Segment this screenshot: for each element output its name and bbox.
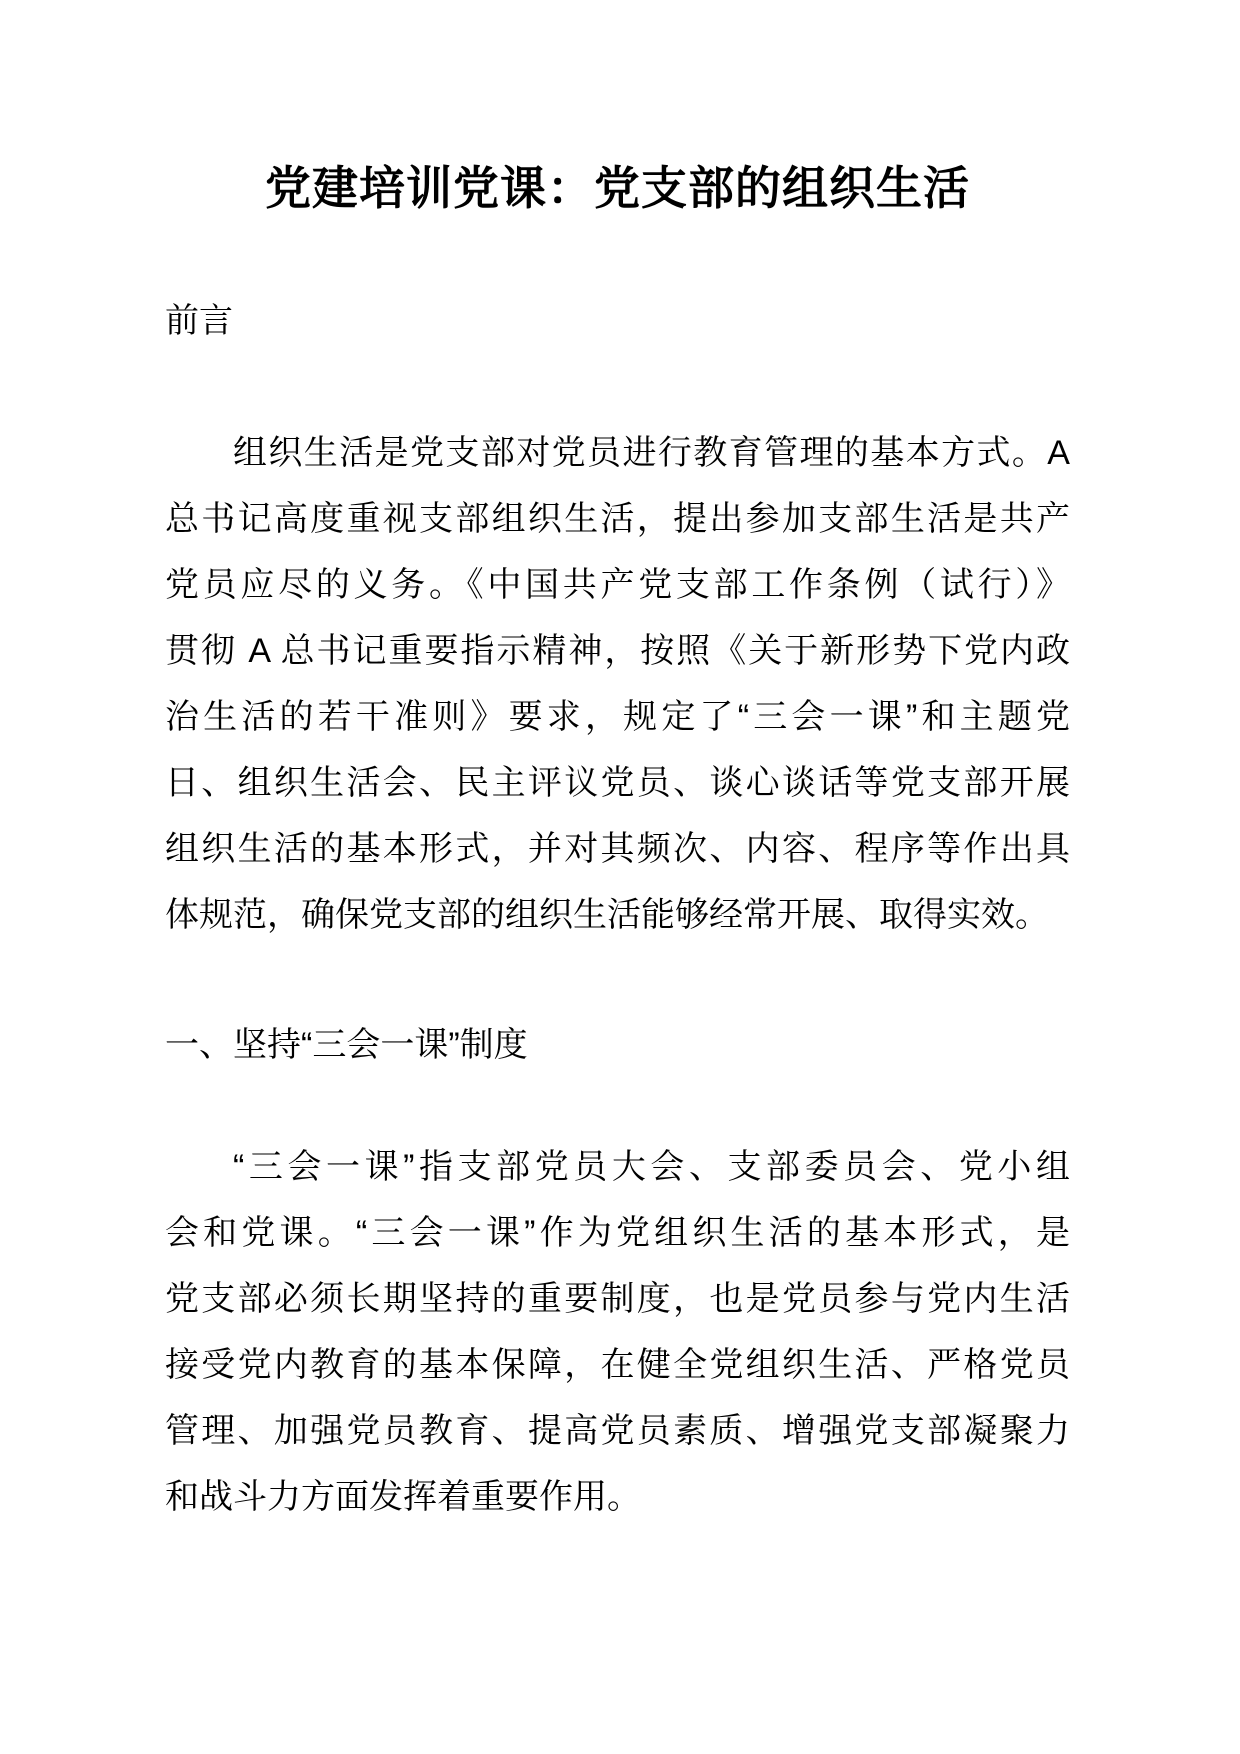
- paragraph-line: 治生活的若干准则》要求，规定了“三会一课”和主题党: [165, 698, 1070, 736]
- paragraph-line: 党支部必须长期坚持的重要制度，也是党员参与党内生活: [165, 1280, 1070, 1318]
- paragraph-line: 党员应尽的义务。《中国共产党支部工作条例（试行）》: [165, 566, 1070, 604]
- paragraph-line: 日、组织生活会、民主评议党员、谈心谈话等党支部开展: [165, 764, 1070, 802]
- paragraph-line: 会和党课。“三会一课”作为党组织生活的基本形式，是: [165, 1214, 1070, 1252]
- paragraph-2: [165, 1134, 1070, 1530]
- paragraph-line: 管理、加强党员教育、提高党员素质、增强党支部凝聚力: [165, 1412, 1070, 1450]
- paragraph-line: 贯彻 A 总书记重要指示精神，按照《关于新形势下党内政: [165, 632, 1070, 670]
- paragraph-line: 总书记高度重视支部组织生活，提出参加支部生活是共产: [165, 500, 1070, 538]
- paragraph-line: 和战斗力方面发挥着重要作用。: [165, 1478, 641, 1516]
- preface-label: 前言: [165, 302, 233, 340]
- paragraph-line: 组织生活的基本形式，并对其频次、内容、程序等作出具: [165, 830, 1070, 868]
- paragraph-line: 接受党内教育的基本保障，在健全党组织生活、严格党员: [165, 1346, 1070, 1384]
- paragraph-1: [165, 420, 1070, 948]
- document-title: 党建培训党课：党支部的组织生活: [265, 162, 970, 214]
- section-heading: 一、坚持“三会一课”制度: [165, 1026, 528, 1064]
- paragraph-line: 体规范，确保党支部的组织生活能够经常开展、取得实效。: [165, 896, 1049, 934]
- paragraph-line: 组织生活是党支部对党员进行教育管理的基本方式。A: [233, 434, 1070, 472]
- paragraph-line: “三会一课”指支部党员大会、支部委员会、党小组: [233, 1148, 1070, 1186]
